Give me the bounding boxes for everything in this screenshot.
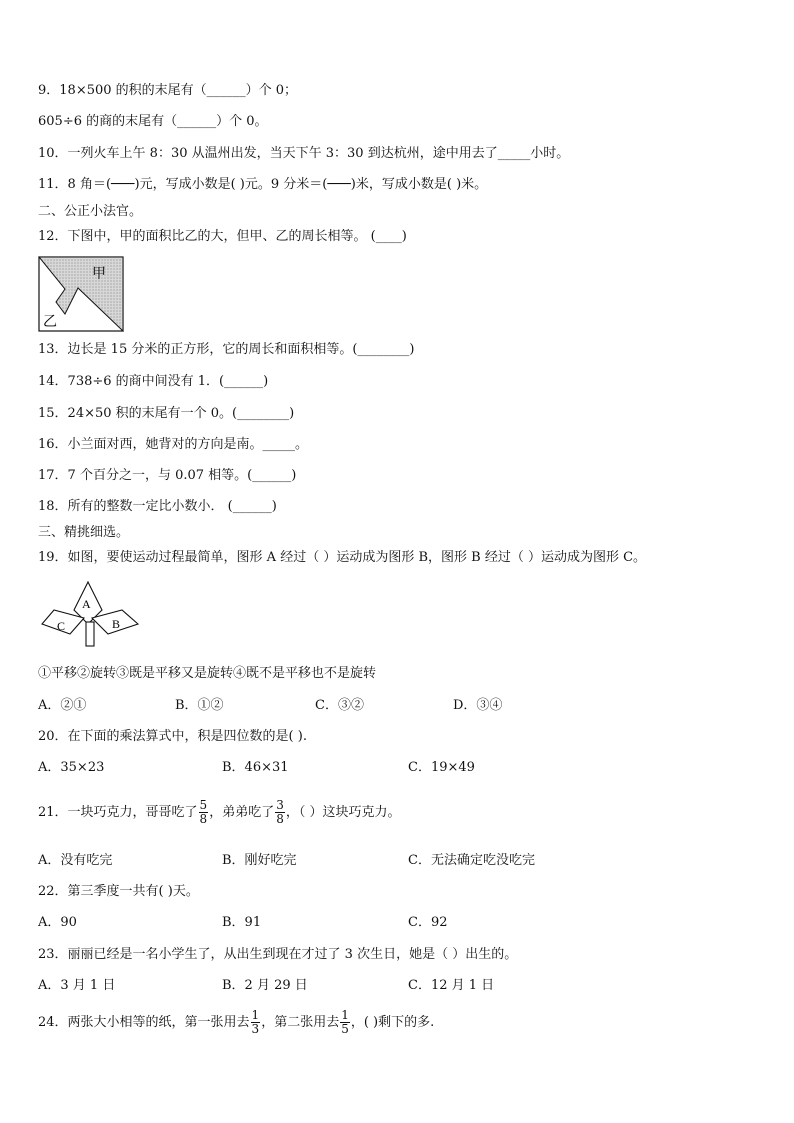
q20-option-c[interactable]: C．19×49 (408, 760, 475, 775)
question-19-figure (40, 580, 142, 648)
question-12-figure (38, 256, 124, 332)
q22-option-a[interactable]: A．90 (38, 915, 77, 930)
q23-option-b[interactable]: B．2 月 29 日 (222, 978, 308, 993)
question-15: 15．24×50 积的末尾有一个 0。(________) (38, 406, 295, 421)
q19-option-a[interactable]: A．②① (38, 698, 87, 713)
q21-option-b[interactable]: B．刚好吃完 (222, 853, 297, 868)
q24-text-mid: ，第二张用去 (261, 1015, 340, 1030)
question-21 (38, 796, 400, 830)
fraction-5-8: $\frac{5}{8}$ (199, 798, 208, 826)
q21-option-c[interactable]: C．无法确定吃没吃完 (408, 853, 535, 868)
q21-text-post: ，（ ）这块巧克力。 (285, 805, 401, 820)
q19-option-c[interactable]: C．③② (315, 698, 364, 713)
q24-text-post: ，( )剩下的多. (350, 1015, 435, 1030)
q22-option-b[interactable]: B．91 (222, 915, 262, 930)
question-23: 23．丽丽已经是一名小学生了，从出生到现在才过了 3 次生日，她是（ ）出生的。 (38, 947, 518, 962)
q19-option-d[interactable]: D．③④ (453, 698, 503, 713)
question-16: 16．小兰面对西，她背对的方向是南。_____。 (38, 437, 309, 452)
q23-option-c[interactable]: C．12 月 1 日 (408, 978, 495, 993)
q22-option-c[interactable]: C．92 (408, 915, 448, 930)
question-22: 22．第三季度一共有( )天。 (38, 884, 199, 899)
question-10: 10．一列火车上午 8：30 从温州出发，当天下午 3：30 到达杭州，途中用去了_____小时。 (38, 146, 570, 161)
q21-text-mid: ，弟弟吃了 (209, 805, 275, 820)
question-11: 11．8 角＝(───)元，写成小数是( )元。9 分米＝(───)米，写成小数是( )米。 (38, 177, 488, 192)
fraction-3-8: $\frac{3}{8}$ (276, 798, 284, 826)
fraction-1-5: $\frac{1}{5}$ (341, 1008, 349, 1036)
question-17: 17．7 个百分之一，与 0.07 相等。(______) (38, 468, 297, 483)
question-19: 19．如图，要使运动过程最简单，图形 A 经过（ ）运动成为图形 B，图形 B 经过（ ）运动成为图形 C。 (38, 550, 647, 565)
q19-option-b[interactable]: B．①② (175, 698, 224, 713)
question-9b: 605÷6 的商的末尾有（______）个 0。 (38, 114, 268, 129)
label-b: B (112, 617, 121, 631)
label-c: C (57, 619, 66, 633)
fraction-1-3: $\frac{1}{3}$ (251, 1008, 260, 1036)
q23-option-a[interactable]: A．3 月 1 日 (38, 978, 116, 993)
question-19-choices: ①平移②旋转③既是平移又是旋转④既不是平移也不是旋转 (38, 666, 377, 681)
question-14: 14．738÷6 的商中间没有 1．(______) (38, 374, 269, 389)
label-yi: 乙 (43, 315, 57, 330)
q24-text-pre: 24．两张大小相等的纸，第一张用去 (38, 1015, 250, 1030)
question-13: 13．边长是 15 分米的正方形，它的周长和面积相等。(________) (38, 342, 415, 357)
question-9a: 9．18×500 的积的末尾有（______）个 0； (38, 83, 298, 98)
q21-option-a[interactable]: A．没有吃完 (38, 853, 113, 868)
question-20: 20．在下面的乘法算式中，积是四位数的是( ). (38, 729, 307, 744)
section-3-heading: 三、精挑细选。 (38, 525, 130, 540)
question-24 (38, 1006, 434, 1040)
label-a: A (82, 597, 91, 611)
question-18: 18．所有的整数一定比小数小． (______) (38, 499, 277, 514)
question-12: 12．下图中，甲的面积比乙的大，但甲、乙的周长相等。 (____) (38, 229, 407, 244)
q20-option-a[interactable]: A．35×23 (38, 760, 105, 775)
section-2-heading: 二、公正小法官。 (38, 204, 143, 219)
label-jia: 甲 (92, 267, 106, 282)
stem (86, 622, 94, 646)
q20-option-b[interactable]: B．46×31 (222, 760, 289, 775)
q21-text-pre: 21．一块巧克力，哥哥吃了 (38, 805, 198, 820)
